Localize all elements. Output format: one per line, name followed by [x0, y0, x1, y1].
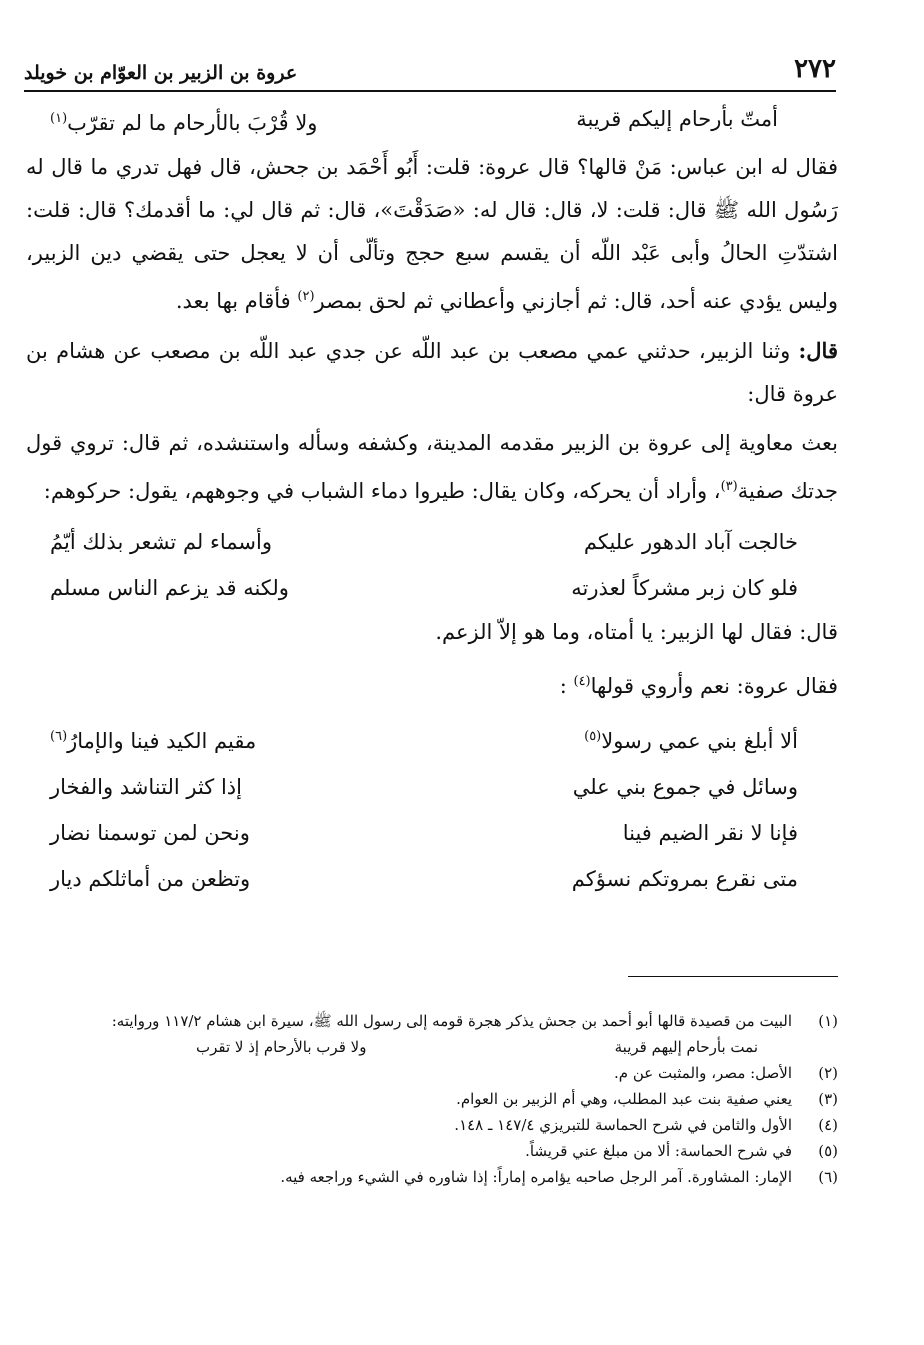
verse-hemistich-second: ولا قرب بالأرحام إذ لا تقرب: [196, 1038, 367, 1056]
footnote-text: الأول والثامن في شرح الحماسة للتبريزي ١٤٧/٤ ـ ١٤٨.: [454, 1116, 792, 1134]
verse-hemistich-second: إذا كثر التناشد والفخار: [50, 775, 242, 799]
footnote-verse: [26, 1034, 838, 1060]
footnote: [26, 1008, 838, 1034]
footnote-number: (٣): [818, 1090, 838, 1108]
paragraph: بعث معاوية إلى عروة بن الزبير مقدمه المدينة، وكشفه وسأله واستنشده، ثم قال: تروي قول جدتك صفية$^{(٣)}$، وأراد أن يحركه، وكان يقال: طيروا دماء الشباب في وجوههم، يقول: حركوهم:: [26, 431, 838, 503]
verse-hemistich-first: وسائل في جموع بني علي: [572, 775, 798, 799]
verse-hemistich-first: نمت بأرحام إليهم قريبة: [614, 1038, 758, 1056]
verse-line: [26, 96, 838, 146]
paragraph: فقال له ابن عباس: مَنْ قالها؟ قال عروة: قلت: أَبُو أَحْمَد بن جحش، قال فهل تدري ما قال له رَسُول الله ﷺ قال: قلت: لا، قال: قال له: «صَدَقْتَ»، قال: ثم قال لي: ما أقدمك؟ قال: قلت: اشتدّتِ الحالُ وأبى عَبْد اللّه أن يقسم سبع حجج وتألّى أن لا يعجل حتى يقضي دين الزبير، وليس يؤدي عنه أحد، قال: ثم أجازني وأعطاني ثم لحق بمصر$^{(٢)}$ فأقام بها بعد.: [26, 155, 838, 313]
verse-hemistich-second: وتظعن من أماثلكم ديار: [50, 867, 251, 891]
paragraph: قال: فقال لها الزبير: يا أمتاه، وما هو إلاّ الزعم.: [435, 620, 838, 644]
verse-line: [26, 810, 838, 856]
page-header: [24, 44, 836, 92]
footnote-marker: (٦): [50, 729, 68, 744]
footnote-text: في شرح الحماسة: ألا من مبلغ عني قريشاً.: [525, 1142, 792, 1160]
poem-block: [26, 714, 838, 902]
footnotes: [26, 1008, 838, 1190]
footnote: [26, 1060, 838, 1086]
verse-hemistich-second: ولا قُرْبَ بالأرحام ما لم تقرّب$^{(١)}$: [50, 111, 318, 135]
verse-line: [26, 764, 838, 810]
footnote-number: (٢): [818, 1064, 838, 1082]
footnote-marker: (٢): [297, 289, 315, 304]
verse-line: [26, 714, 838, 764]
footnote-marker: (٣): [720, 479, 738, 494]
verse-hemistich-second: وأسماء لم تشعر بذلك أيّمُ: [50, 530, 272, 554]
footnote-number: (١): [818, 1012, 838, 1030]
footnote-text: البيت من قصيدة قالها أبو أحمد بن جحش يذكر هجرة قومه إلى رسول الله ﷺ، سيرة ابن هشام ١١٧/٢ وروايته:: [111, 1012, 792, 1030]
verse-line: [26, 856, 838, 902]
poem-block: [26, 519, 838, 611]
footnote-text: الإمار: المشاورة. آمر الرجل صاحبه يؤامره إماراً: إذا شاوره في الشيء وراجعه فيه.: [280, 1168, 792, 1186]
verse-hemistich-second: مقيم الكيد فينا والإمارُ$^{(٦)}$: [50, 729, 257, 753]
footnote-marker: (٥): [584, 729, 602, 744]
verse-hemistich-first: فلو كان زبر مشركاً لعذرته: [571, 576, 798, 600]
footnote-number: (٦): [818, 1168, 838, 1186]
verse-hemistich-second: ولكنه قد يزعم الناس مسلم: [50, 576, 289, 600]
paragraph: قال: وثنا الزبير، حدثني عمي مصعب بن عبد اللّه عن جدي عبد اللّه بن مصعب عن هشام بن عروة قال:: [26, 338, 838, 406]
footnote: [26, 1086, 838, 1112]
footnote-text: الأصل: مصر، والمثبت عن م.: [614, 1064, 792, 1082]
paragraph-lead: قال:: [798, 338, 838, 363]
footnote-marker: (١): [50, 111, 68, 126]
page-number: ٢٧٢: [794, 54, 836, 84]
verse-hemistich-first: خالجت آباد الدهور عليكم: [583, 530, 798, 554]
verse-hemistich-first: ألا أبلغ بني عمي رسولا$^{(٥)}$: [584, 729, 798, 753]
footnote-number: (٤): [818, 1116, 838, 1134]
footnote: [26, 1112, 838, 1138]
footnote-separator: [628, 976, 838, 977]
verse-line: [26, 519, 838, 565]
footnote-number: (٥): [818, 1142, 838, 1160]
footnote: [26, 1164, 838, 1190]
paragraph: فقال عروة: نعم وأروي قولها$^{(٤)}$ :: [559, 674, 838, 698]
verse-hemistich-first: فإنا لا نقر الضيم فينا: [622, 821, 798, 845]
footnote-marker: (٤): [573, 674, 591, 689]
footnote-text: يعني صفية بنت عبد المطلب، وهي أم الزبير بن العوام.: [456, 1090, 792, 1108]
verse-hemistich-first: متى نقرع بمروتكم نسؤكم: [571, 867, 798, 891]
verse-hemistich-second: ونحن لمن توسمنا نضار: [50, 821, 250, 845]
main-text: [26, 96, 838, 902]
verse-hemistich-first: أمتّ بأرحام إليكم قريبة: [576, 107, 778, 131]
running-title: عروة بن الزبير بن العوّام بن خويلد: [24, 62, 298, 84]
verse-line: [26, 565, 838, 611]
footnote: [26, 1138, 838, 1164]
